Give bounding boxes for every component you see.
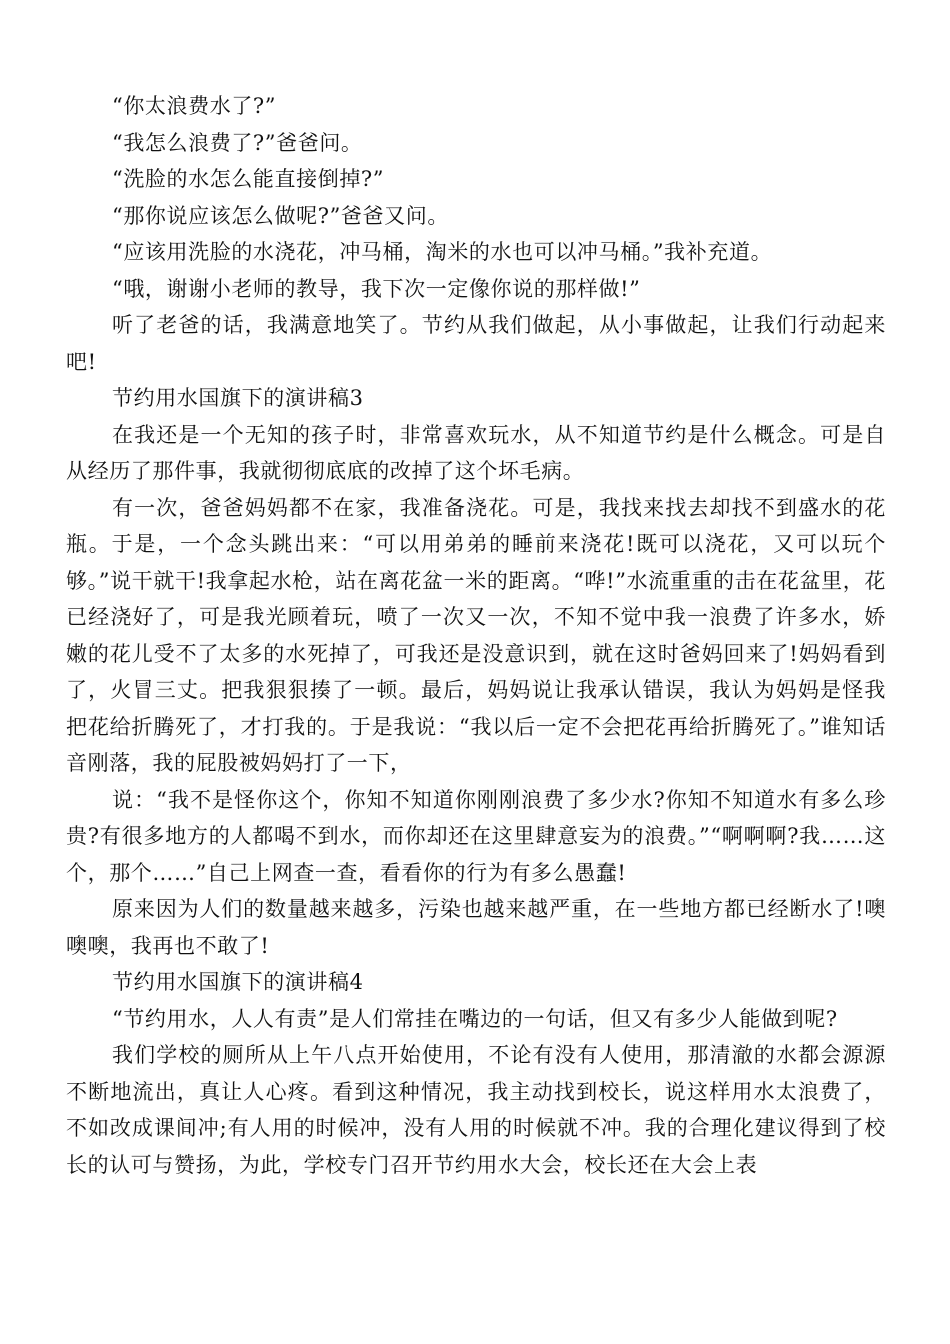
body-paragraph: 原来因为人们的数量越来越多，污染也越来越严重，在一些地方都已经断水了!噢噢噢，我再也不敢了! [66, 897, 886, 958]
body-paragraph: 我们学校的厕所从上午八点开始使用，不论有没有人使用，那清澈的水都会源源不断地流出，真让人心疼。看到这种情况，我主动找到校长，说这样用水太浪费了，不如改成课间冲;有人用的时候冲，没有人用的时候就不冲。我的合理化建议得到了校长的认可与赞扬，为此，学校专门召开节约用水大会，校长还在大会上表 [66, 1043, 886, 1177]
body-paragraph: 听了老爸的话，我满意地笑了。节约从我们做起，从小事做起，让我们行动起来吧! [66, 313, 886, 374]
dialogue-line: “哦，谢谢小老师的教导，我下次一定像你说的那样做!” [112, 276, 641, 301]
dialogue-line: “洗脸的水怎么能直接倒掉?” [112, 167, 385, 191]
dialogue-line: “应该用洗脸的水浇花，冲马桶，淘米的水也可以冲马桶。”我补充道。 [112, 240, 773, 264]
dialogue-line: “你太浪费水了?” [112, 94, 277, 118]
body-paragraph: 在我还是一个无知的孩子时，非常喜欢玩水，从不知道节约是什么概念。可是自从经历了那件事，我就彻彻底底的改掉了这个坏毛病。 [66, 422, 886, 483]
dialogue-line: “那你说应该怎么做呢?”爸爸又问。 [112, 203, 449, 228]
section-heading: 节约用水国旗下的演讲稿4 [112, 970, 364, 994]
document-page [66, 88, 886, 1183]
body-paragraph: “节约用水，人人有责”是人们常挂在嘴边的一句话，但又有多少人能做到呢? [112, 1006, 838, 1031]
section-heading: 节约用水国旗下的演讲稿3 [112, 386, 364, 410]
dialogue-line: “我怎么浪费了?”爸爸问。 [112, 130, 363, 155]
body-paragraph: 有一次，爸爸妈妈都不在家，我准备浇花。可是，我找来找去却找不到盛水的花瓶。于是，一个念头跳出来：“可以用弟弟的睡前来浇花!既可以浇花，又可以玩个够。”说干就干!我拿起水枪，站在离花盆一米的距离。“哗!”水流重重的击在花盆里，花已经浇好了，可是我光顾着玩，喷了一次又一次，不知不觉中我一浪费了许多水，娇嫩的花儿受不了太多的水死掉了，可我还是没意识到，就在这时爸妈回来了!妈妈看到了，火冒三丈。把我狠狠揍了一顿。最后，妈妈说让我承认错误，我认为妈妈是怪我把花给折腾死了，才打我的。于是我说：“我以后一定不会把花再给折腾死了。”谁知话音刚落，我的屁股被妈妈打了一下， [66, 495, 886, 775]
body-paragraph: 说：“我不是怪你这个，你知不知道你刚刚浪费了多少水?你知不知道水有多么珍贵?有很多地方的人都喝不到水，而你却还在这里肆意妄为的浪费。”“啊啊啊?我……这个，那个……”自己上网查一查，看看你的行为有多么愚蠢! [66, 787, 886, 885]
